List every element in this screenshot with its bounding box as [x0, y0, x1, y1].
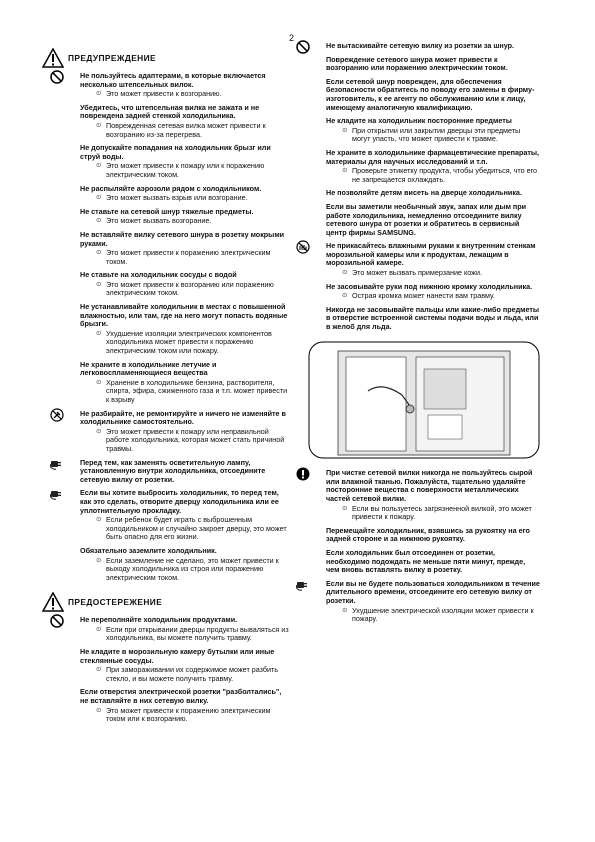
warning-text: Убедитесь, что штепсельная вилка не зажата и не повреждена задней стенкой холодильника. [80, 102, 260, 121]
consequence-text: Это может вызвать возгорание. [106, 216, 212, 226]
safety-section [62, 459, 290, 485]
consequence [80, 557, 290, 583]
safety-item [80, 688, 290, 723]
prohibited-icon [50, 614, 64, 631]
warning-text: Если сетевой шнур поврежден, для обеспечения безопасности обратитесь по поводу его замены в фирму-изготовитель, к ее агенту по обслуживанию или к лицу, имеющему аналогичную квалификацию. [326, 76, 535, 112]
consequence [80, 249, 290, 266]
warning-text: Не засовывайте руки под нижнюю кромку холодильника. [326, 281, 533, 291]
page-number: 2 [289, 33, 295, 43]
warning-text: Если холодильник был отсоединен от розетки, необходимо подождать не меньше пяти минут, прежде, чем вновь вставлять вилку в розетку. [326, 547, 526, 575]
safety-item [80, 410, 290, 454]
warning-text: Не кладите в морозильную камеру бутылки или иные стеклянные сосуды. [80, 647, 275, 665]
warning-text: Не переполняйте холодильник продуктами. [80, 615, 238, 625]
warning-text: Не вытаскивайте сетевую вилку из розетки за шнур. [326, 41, 514, 50]
bullet-icon: ⊙ [96, 162, 102, 170]
consequence-text: Это может привести к поражению электрическим током. [106, 248, 271, 266]
safety-item [80, 185, 290, 203]
bullet-icon: ⊙ [96, 625, 102, 633]
consequence-text: Если вы пользуетесь загрязненной вилкой, это может привести к пожару. [352, 503, 532, 522]
safety-item [326, 56, 540, 73]
safety-item [80, 547, 290, 582]
safety-item [326, 117, 540, 144]
safety-section [62, 72, 290, 405]
warning-text: Не допускайте попадания на холодильник брызг или струй воды. [80, 143, 271, 161]
warning-text: Обязательно заземлите холодильник. [80, 545, 217, 555]
warning-header [42, 48, 290, 68]
consequence [80, 281, 290, 298]
consequence-text: Острая кромка может нанести вам травму. [352, 291, 495, 301]
caution-title: ПРЕДОСТЕРЕЖЕНИЕ [68, 596, 163, 607]
warning-text: Не устанавливайте холодильник в местах с повышенной влажностью, или там, где на него могут попасть водяные брызги. [80, 302, 288, 329]
warning-text: Повреждение сетевого шнура может привести к возгоранию или поражению электрическим током. [326, 54, 508, 73]
bullet-icon: ⊙ [342, 504, 348, 512]
warning-text: Не разбирайте, не ремонтируйте и ничего не изменяйте в холодильнике самостоятельно. [80, 408, 286, 427]
consequence-text: Поврежденная сетевая вилка может привести к возгоранию из-за перегрева. [106, 120, 266, 139]
consequence-text: Проверьте этикетку продукта, чтобы убедиться, что его не запрещается охлаждать. [352, 166, 538, 184]
consequence [326, 292, 540, 301]
consequence [326, 127, 540, 144]
unplug-icon [50, 457, 66, 474]
bullet-icon: ⊙ [96, 666, 102, 674]
safety-section [308, 42, 540, 237]
safety-item [326, 549, 540, 575]
no-wet-hands-icon [296, 240, 310, 257]
safety-item [80, 616, 290, 643]
consequence [80, 330, 290, 356]
warning-text: Не распыляйте аэрозоли рядом с холодильником. [80, 183, 262, 193]
safety-item [80, 231, 290, 266]
consequence-text: Если ребенок будет играть с выброшенным холодильником и случайно закроет дверцу, это может быть опасно для его жизни. [106, 515, 287, 542]
safety-item [326, 580, 540, 624]
bullet-icon: ⊙ [96, 378, 102, 386]
warning-text: Не храните в холодильнике летучие и легковоспламеняющиеся вещества [80, 359, 217, 378]
safety-item [326, 78, 540, 112]
bullet-icon: ⊙ [342, 269, 348, 277]
safety-item [80, 144, 290, 179]
warning-text: Никогда не засовывайте пальцы или какие-либо предметы в отверстие встроенной системы подачи воды и льда, или в желоб для льда. [326, 304, 540, 332]
warning-triangle-icon [42, 48, 64, 68]
safety-item [80, 648, 290, 683]
consequence [326, 269, 540, 278]
bullet-icon: ⊙ [96, 217, 102, 225]
warning-text: Не пользуйтесь адаптерами, в которые включается несколько штепсельных вилок. [80, 71, 266, 89]
safety-item [326, 42, 540, 51]
warning-title: ПРЕДУПРЕЖДЕНИЕ [68, 52, 157, 63]
warning-triangle-icon [42, 592, 64, 612]
safety-item [326, 469, 540, 522]
consequence [80, 379, 290, 405]
consequence [80, 122, 290, 139]
no-disassembly-icon [50, 408, 64, 425]
consequence [326, 505, 540, 522]
consequence [80, 707, 290, 724]
safety-section [308, 242, 540, 331]
mandatory-icon [296, 467, 310, 484]
warning-text: Не вставляйте вилку сетевого шнура в розетку мокрыми руками. [80, 229, 285, 248]
prohibited-icon [296, 40, 310, 57]
safety-item [326, 203, 540, 237]
consequence [80, 194, 290, 203]
safety-item [80, 72, 290, 99]
safety-item [80, 459, 290, 485]
unplug-icon [50, 487, 66, 504]
bullet-icon: ⊙ [96, 329, 102, 337]
bullet-icon: ⊙ [96, 556, 102, 564]
safety-section [62, 410, 290, 454]
consequence-text: Это может привести к пожару или неправильной работе холодильника, которая может стать причиной травмы. [106, 426, 285, 453]
warning-text: Если вы хотите выбросить холодильник, то перед тем, как это сделать, отворите дверцу холодильника или ее уплотнительную прокладку. [80, 488, 279, 515]
warning-text: Не ставьте на сетевой шнур тяжелые предметы. [80, 206, 254, 216]
bullet-icon: ⊙ [96, 90, 102, 98]
bullet-icon: ⊙ [96, 706, 102, 714]
left-column [62, 42, 290, 729]
safety-section [308, 580, 540, 624]
consequence [80, 90, 290, 99]
safety-item [80, 104, 290, 139]
consequence-text: При замораживании их содержимое может разбить стекло, и вы можете получить травму. [106, 665, 279, 683]
warning-text: При чистке сетевой вилки никогда не пользуйтесь сырой или влажной тканью. Пожалуйста, тщательно удаляйте посторонние вещества с поверхности металлических частей сетевой вилки. [326, 468, 533, 503]
safety-section [308, 469, 540, 575]
consequence [80, 626, 290, 643]
bullet-icon: ⊙ [96, 516, 102, 524]
safety-item [326, 283, 540, 301]
bullet-icon: ⊙ [96, 249, 102, 257]
safety-section [62, 489, 290, 582]
consequence-text: Ухудшение изоляции электрических компонентов холодильника может привести к поражению электрическим током или пожару. [106, 328, 272, 356]
warning-text: Не кладите на холодильник посторонние предметы [326, 116, 512, 126]
bullet-icon: ⊙ [342, 167, 348, 175]
consequence-text: Это может привести к возгоранию. [106, 89, 222, 99]
consequence-text: Это может вызвать взрыв или возгорание. [106, 193, 248, 203]
warning-text: Не позволяйте детям висеть на дверце холодильника. [326, 188, 522, 198]
consequence [326, 167, 540, 184]
refrigerator-dispenser-illustration [308, 341, 540, 459]
consequence-text: Это может привести к пожару или к поражению электрическим током. [106, 161, 265, 179]
consequence-text: Это может привести к возгоранию или поражению электрическим током. [106, 279, 274, 298]
bullet-icon: ⊙ [96, 121, 102, 129]
caution-header [42, 592, 290, 612]
safety-item [80, 361, 290, 405]
warning-text: Не храните в холодильнике фармацевтические препараты, материалы для научных исследований и т.п. [326, 147, 540, 166]
safety-item [80, 303, 290, 356]
consequence-text: При открытии или закрытии дверцы эти предметы могут упасть, что может привести к травме. [352, 125, 521, 144]
consequence [80, 217, 290, 226]
warning-text: Перемещайте холодильник, взявшись за рукоятку на его задней стороне и за нижнюю рукоятку. [326, 525, 530, 544]
warning-text: Не прикасайтесь влажными руками к внутренним стенкам морозильной камеры или к продуктам, лежащим в морозильной камере. [326, 241, 536, 268]
bullet-icon: ⊙ [342, 292, 348, 300]
unplug-icon [296, 578, 312, 595]
bullet-icon: ⊙ [96, 280, 102, 288]
safety-item [326, 149, 540, 184]
safety-item [80, 489, 290, 542]
consequence [80, 428, 290, 454]
warning-text: Не ставьте на холодильник сосуды с водой [80, 270, 237, 280]
bullet-icon: ⊙ [96, 194, 102, 202]
right-column [308, 42, 540, 629]
safety-item [326, 306, 540, 332]
safety-item [326, 189, 540, 198]
bullet-icon: ⊙ [96, 427, 102, 435]
bullet-icon: ⊙ [342, 606, 348, 614]
consequence [80, 162, 290, 179]
warning-text: Если вы заметили необычный звук, запах или дым при работе холодильника, немедленно отсоедините вилку сетевого шнура от розетки и обратитесь в сервисный центр фирмы SAMSUNG. [326, 201, 527, 237]
safety-item [80, 208, 290, 226]
consequence-text: Если при открывании дверцы продукты вываляться из холодильника, вы можете получить травму. [106, 624, 289, 643]
safety-item [326, 242, 540, 277]
bullet-icon: ⊙ [342, 126, 348, 134]
safety-item [326, 527, 540, 544]
consequence-text: Если заземление не сделано, это может привести к выходу холодильника из строя или поражению электрическим током. [106, 555, 279, 582]
prohibited-icon [50, 70, 64, 87]
warning-text: Если отверстия электрической розетки "разболтались", не вставляйте в них сетевую вилку. [80, 687, 282, 706]
consequence [80, 516, 290, 542]
safety-section [62, 616, 290, 724]
safety-item [80, 271, 290, 298]
warning-text: Перед тем, как заменять осветительную лампу, установленную внутри холодильника, отсоедините сетевую вилку от розетки. [80, 457, 266, 484]
warning-text: Если вы не будете пользоваться холодильником в течение длительного времени, отсоедините его сетевую вилку от розетки. [326, 578, 540, 605]
consequence-text: Хранение в холодильнике бензина, растворителя, спирта, эфира, сжиженного газа и т.п. может привести к взрыву [106, 377, 288, 404]
consequence [326, 607, 540, 624]
consequence [80, 666, 290, 683]
consequence-text: Ухудшение электрической изоляции может привести к пожару. [352, 605, 534, 624]
consequence-text: Это может привести к поражению электрическим током или к возгоранию. [106, 705, 271, 724]
consequence-text: Это может вызвать примерзание кожи. [352, 268, 482, 278]
